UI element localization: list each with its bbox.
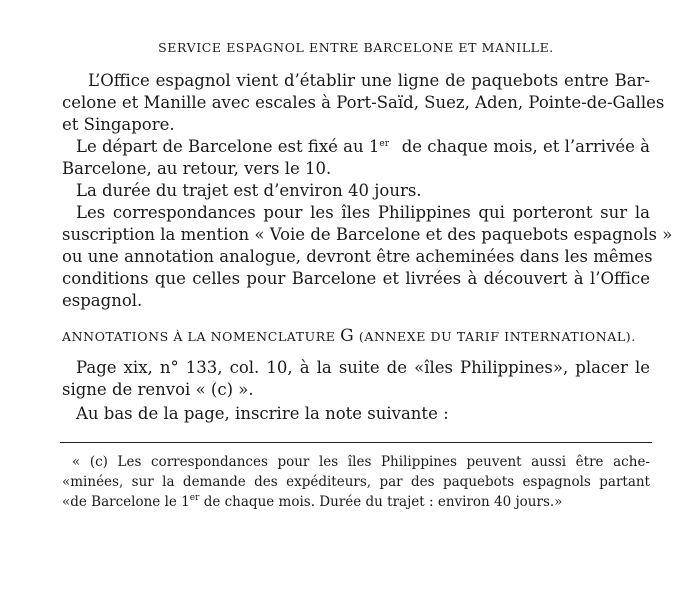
paragraph-line: ou une annotation analogue, devront être acheminées dans les mêmes [62,247,653,266]
ordinal-superscript: er [379,139,390,149]
footnote-line: «de Barcelone le 1er de chaque mois. Durée du trajet : environ 40 jours.» [62,493,563,510]
paragraph-line: suscription la mention « Voie de Barcelone et des paquebots espagnols » [62,225,673,244]
departure-text-start: Le départ de Barcelone est fixé au 1er [76,137,390,156]
paragraph-line: Page xix, n° 133, col. 10, à la suite de «îles Philippines», placer le [76,358,650,377]
paragraph-line: Les correspondances pour les îles Philippines qui porteront sur la [76,203,650,222]
paragraph-line-departure [76,136,650,158]
paragraph-line: La durée du trajet est d’environ 40 jours. [76,181,422,200]
paragraph-line: L’Office espagnol vient d’établir une ligne de paquebots entre Bar- [88,71,650,90]
ordinal-superscript: er [189,493,200,503]
section-title-annotations: ANNOTATIONS À LA NOMENCLATURE G (ANNEXE DU TARIF INTERNATIONAL). [62,326,636,346]
paragraph-line: Au bas de la page, inscrire la note suivante : [76,404,449,423]
paragraph-line: celone et Manille avec escales à Port-Saïd, Suez, Aden, Pointe-de-Galles [62,93,665,112]
paragraph-line: conditions que celles pour Barcelone et livrées à découvert à l’Office [62,269,650,288]
section-title-service-espagnol: SERVICE ESPAGNOL ENTRE BARCELONE ET MANILLE. [158,40,554,55]
footnote-line: « (c) Les correspondances pour les îles Philippines peuvent aussi être ache- [72,454,650,470]
paragraph-line: Barcelone, au retour, vers le 10. [62,159,332,178]
paragraph-line: et Singapore. [62,115,175,134]
departure-text-end: de chaque mois, et l’arrivée à [401,137,650,156]
footnote-line: «minées, sur la demande des expéditeurs, par des paquebots espagnols partant [62,474,650,490]
footnote-divider [60,442,652,443]
paragraph-line: signe de renvoi « (c) ». [62,380,254,399]
paragraph-line: espagnol. [62,291,143,310]
